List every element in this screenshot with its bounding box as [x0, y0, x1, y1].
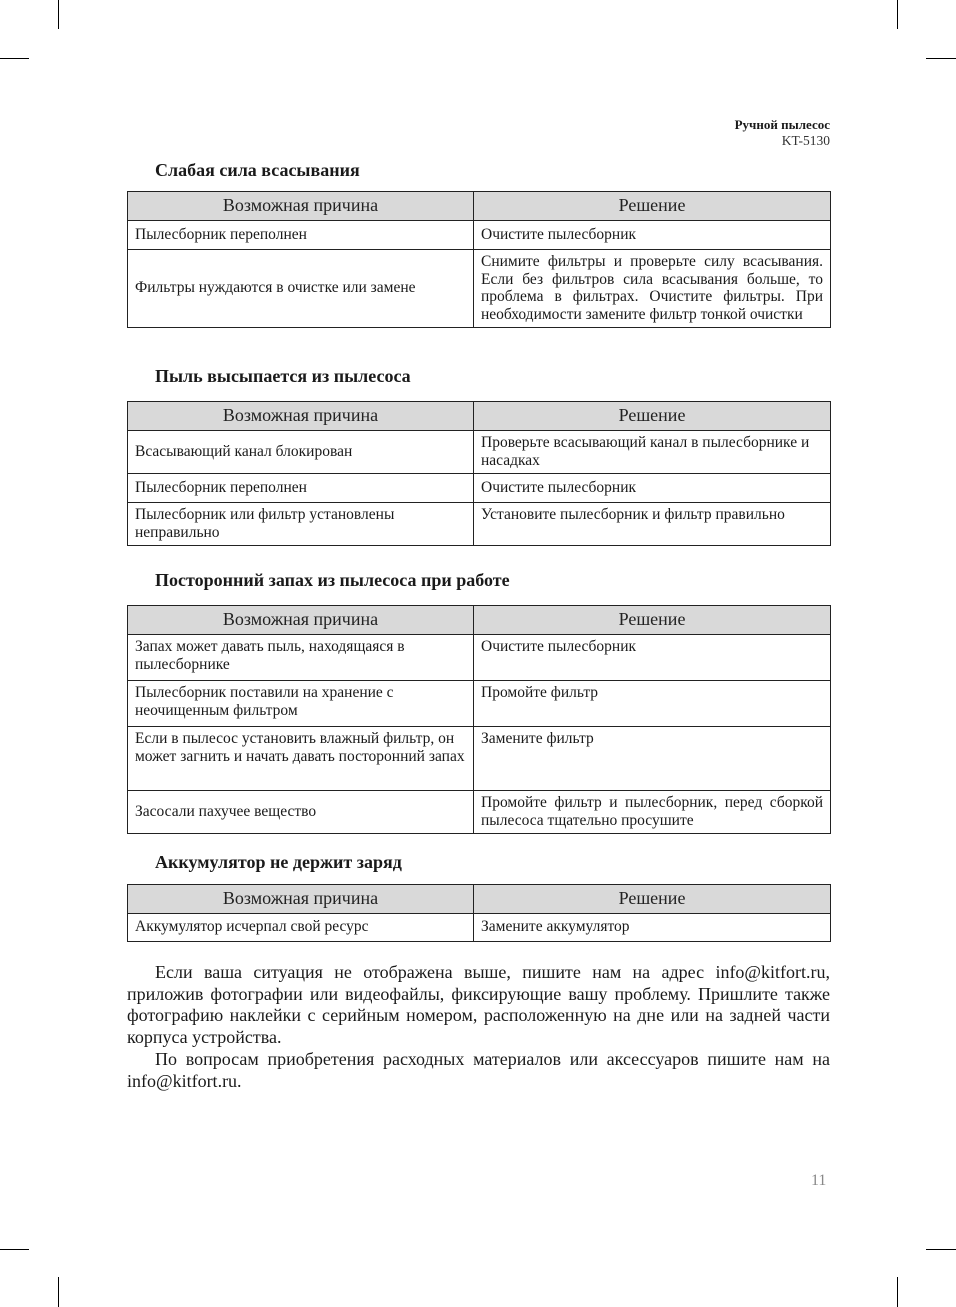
crop-mark: [0, 58, 29, 59]
table-row: [128, 250, 831, 328]
solution-cell: Очистите пылесборник: [474, 221, 831, 250]
table-row: [128, 681, 831, 727]
solution-cell: Промойте фильтр и пылесборник, перед сборкой пылесоса тщательно просушите: [474, 791, 831, 834]
running-header: [735, 117, 830, 149]
section-title-battery: Аккумулятор не держит заряд: [155, 852, 402, 872]
troubleshooting-table-battery: [127, 884, 831, 942]
solution-cell: Проверьте всасывающий канал в пылесборнике и насадках: [474, 431, 831, 474]
table-row: [128, 503, 831, 546]
cause-cell: Пылесборник переполнен: [128, 221, 474, 250]
column-header-cause: Возможная причина: [128, 606, 474, 635]
section-title-odor: Посторонний запах из пылесоса при работе: [155, 570, 510, 590]
page-number: 11: [811, 1172, 827, 1189]
column-header-cause: Возможная причина: [128, 885, 474, 914]
solution-cell: Установите пылесборник и фильтр правильно: [474, 503, 831, 546]
contact-paragraph: Если ваша ситуация не отображена выше, пишите нам на адрес info@kitfort.ru, приложив фотографии или видеофайлы, фиксирующие вашу проблему. Пришлите также фотографию наклейки с серийным номером, расположенную на дне или на задней части корпуса устройства.: [127, 962, 830, 1048]
table-row: [128, 727, 831, 791]
table-row: [128, 474, 831, 503]
contact-text: [127, 962, 830, 1092]
column-header-solution: Решение: [474, 606, 831, 635]
crop-mark: [897, 1277, 898, 1307]
troubleshooting-table-dust-spills: [127, 401, 831, 546]
table-row: [128, 635, 831, 681]
section-title-dust-spills: Пыль высыпается из пылесоса: [155, 366, 411, 386]
crop-mark: [926, 58, 956, 59]
product-name: Ручной пылесос: [734, 117, 830, 132]
crop-mark: [0, 1249, 29, 1250]
column-header-solution: Решение: [474, 192, 831, 221]
accessories-paragraph: По вопросам приобретения расходных материалов или аксессуаров пишите нам на info@kitfort.ru.: [127, 1048, 830, 1091]
cause-cell: Фильтры нуждаются в очистке или замене: [128, 250, 474, 328]
table-row: [128, 914, 831, 942]
solution-cell: Замените фильтр: [474, 727, 831, 791]
table-row: [128, 431, 831, 474]
solution-cell: Снимите фильтры и проверьте силу всасывания. Если без фильтров сила всасывания больше, то проблема в фильтрах. Очистите фильтры. При необходимости замените фильтр тонкой очистки: [474, 250, 831, 328]
cause-cell: Запах может давать пыль, находящаяся в пылесборнике: [128, 635, 474, 681]
crop-mark: [926, 1249, 956, 1250]
column-header-cause: Возможная причина: [128, 402, 474, 431]
crop-mark: [58, 1277, 59, 1307]
model-number: KT-5130: [781, 133, 830, 148]
solution-cell: Очистите пылесборник: [474, 635, 831, 681]
table-row: [128, 221, 831, 250]
cause-cell: Засосали пахучее вещество: [128, 791, 474, 834]
cause-cell: Всасывающий канал блокирован: [128, 431, 474, 474]
crop-mark: [58, 0, 59, 29]
solution-cell: Замените аккумулятор: [474, 914, 831, 942]
crop-mark: [897, 0, 898, 29]
troubleshooting-table-odor: [127, 605, 831, 834]
column-header-cause: Возможная причина: [128, 192, 474, 221]
cause-cell: Пылесборник поставили на хранение с неочищенным фильтром: [128, 681, 474, 727]
section-title-weak-suction: Слабая сила всасывания: [155, 160, 360, 180]
table-row: [128, 791, 831, 834]
column-header-solution: Решение: [474, 885, 831, 914]
cause-cell: Если в пылесос установить влажный фильтр, он может загнить и начать давать посторонний запах: [128, 727, 474, 791]
cause-cell: Аккумулятор исчерпал свой ресурс: [128, 914, 474, 942]
cause-cell: Пылесборник переполнен: [128, 474, 474, 503]
column-header-solution: Решение: [474, 402, 831, 431]
solution-cell: Очистите пылесборник: [474, 474, 831, 503]
troubleshooting-table-weak-suction: [127, 191, 831, 328]
solution-cell: Промойте фильтр: [474, 681, 831, 727]
cause-cell: Пылесборник или фильтр установлены неправильно: [128, 503, 474, 546]
